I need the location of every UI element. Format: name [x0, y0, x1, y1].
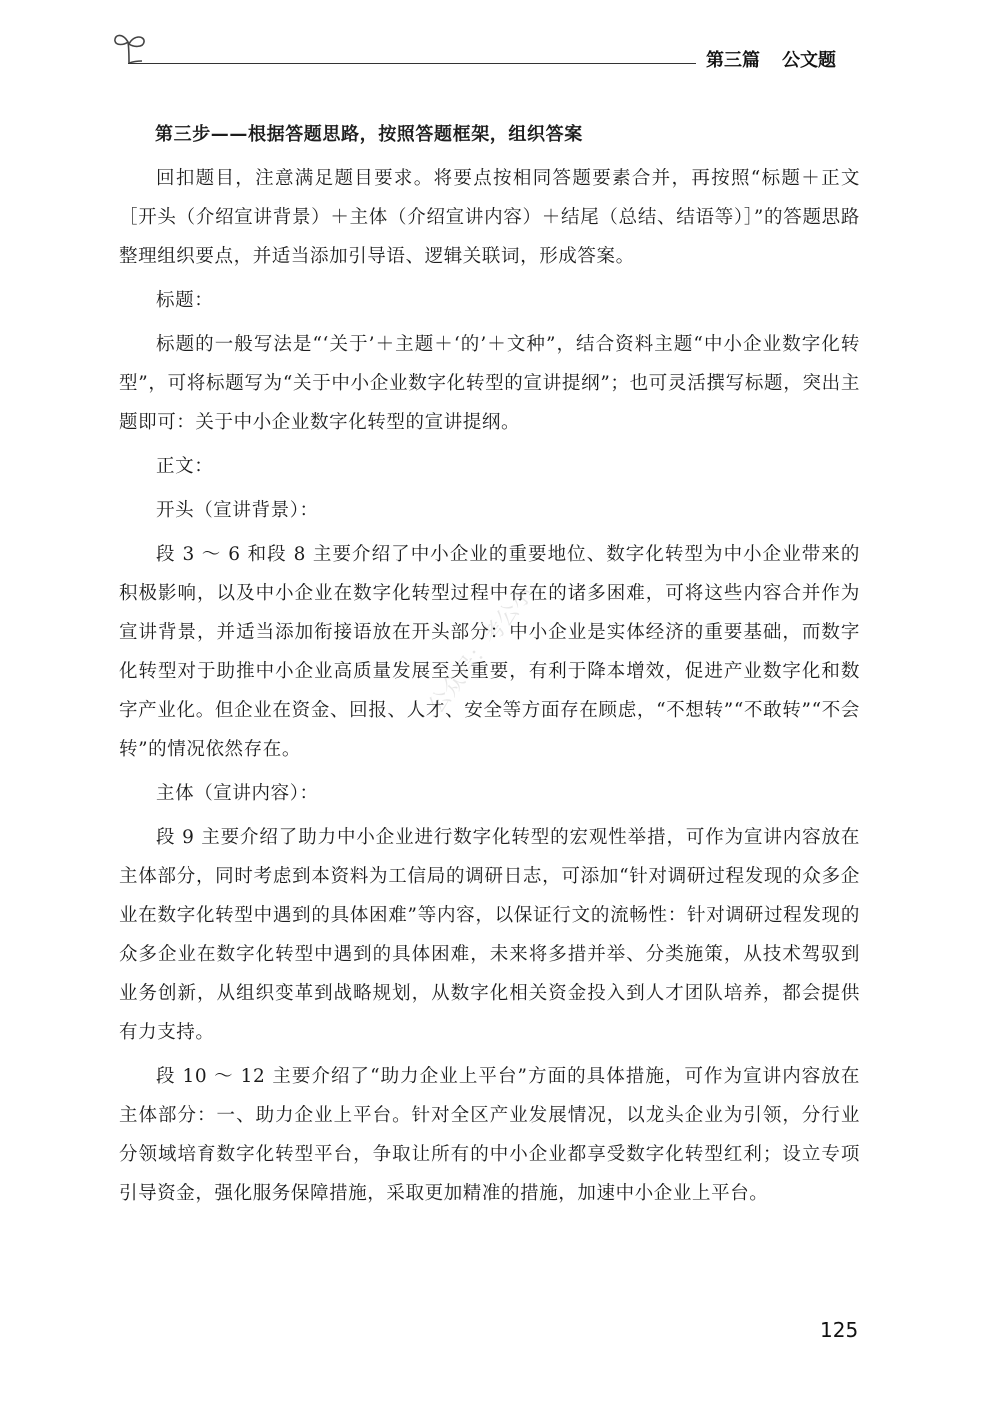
page-header: [0, 0, 1000, 90]
step-heading: 第三步——根据答题思路，按照答题框架，组织答案: [155, 124, 583, 145]
paragraph-instructions: 回扣题目，注意满足题目要求。将要点按相同答题要素合并，再按照“标题＋正文［开头（介绍宣讲背景）＋主体（介绍宣讲内容）＋结尾（总结、结语等）］”的答题思路整理组织要点，并适当添加引导语、逻辑关联词，形成答案。: [119, 168, 860, 267]
page-body: [119, 115, 860, 1218]
label-title: 标题：: [156, 290, 214, 311]
watermark: 公众号：考公小: [423, 581, 539, 719]
page-number: 125: [820, 1318, 859, 1342]
label-body: 正文：: [156, 456, 214, 477]
label-main: 主体（宣讲内容）：: [156, 783, 319, 804]
section-name: 公文题: [782, 50, 836, 71]
paragraph-opening: 段 3 ～ 6 和段 8 主要介绍了中小企业的重要地位、数字化转型为中小企业带来的积极影响，以及中小企业在数字化转型过程中存在的诸多困难，可将这些内容合并作为宣讲背景，并适当添加衔接语放在开头部分：中小企业是实体经济的重要基础，而数字化转型对于助推中小企业高质量发展至关重要，有利于降本增效，促进产业数字化和数字产业化。但企业在资金、回报、人才、安全等方面存在顾虑，“不想转”“不敢转”“不会转”的情况依然存在。: [119, 544, 860, 760]
paragraph-main-1: 段 9 主要介绍了助力中小企业进行数字化转型的宏观性举措，可作为宣讲内容放在主体部分，同时考虑到本资料为工信局的调研日志，可添加“针对调研过程发现的众多企业在数字化转型中遇到的具体困难”等内容，以保证行文的流畅性：针对调研过程发现的众多企业在数字化转型中遇到的具体困难，未来将多措并举、分类施策，从技术驾驭到业务创新，从组织变革到战略规划，从数字化相关资金投入到人才团队培养，都会提供有力支持。: [119, 827, 860, 1043]
header-rule: [128, 63, 696, 64]
paragraph-title: 标题的一般写法是“‘关于’＋主题＋‘的’＋文种”，结合资料主题“中小企业数字化转型”，可将标题写为“关于中小企业数字化转型的宣讲提纲”；也可灵活撰写标题，突出主题即可：关于中小企业数字化转型的宣讲提纲。: [119, 334, 860, 433]
label-opening: 开头（宣讲背景）：: [156, 500, 319, 521]
section-label: 第三篇: [706, 50, 760, 71]
section-title: [706, 46, 836, 72]
paragraph-main-2: 段 10 ～ 12 主要介绍了“助力企业上平台”方面的具体措施，可作为宣讲内容放在主体部分：一、助力企业上平台。针对全区产业发展情况，以龙头企业为引领，分行业分领域培育数字化转型平台，争取让所有的中小企业都享受数字化转型红利；设立专项引导资金，强化服务保障措施，采取更加精准的措施，加速中小企业上平台。: [119, 1066, 860, 1204]
sprout-icon: [112, 30, 148, 64]
